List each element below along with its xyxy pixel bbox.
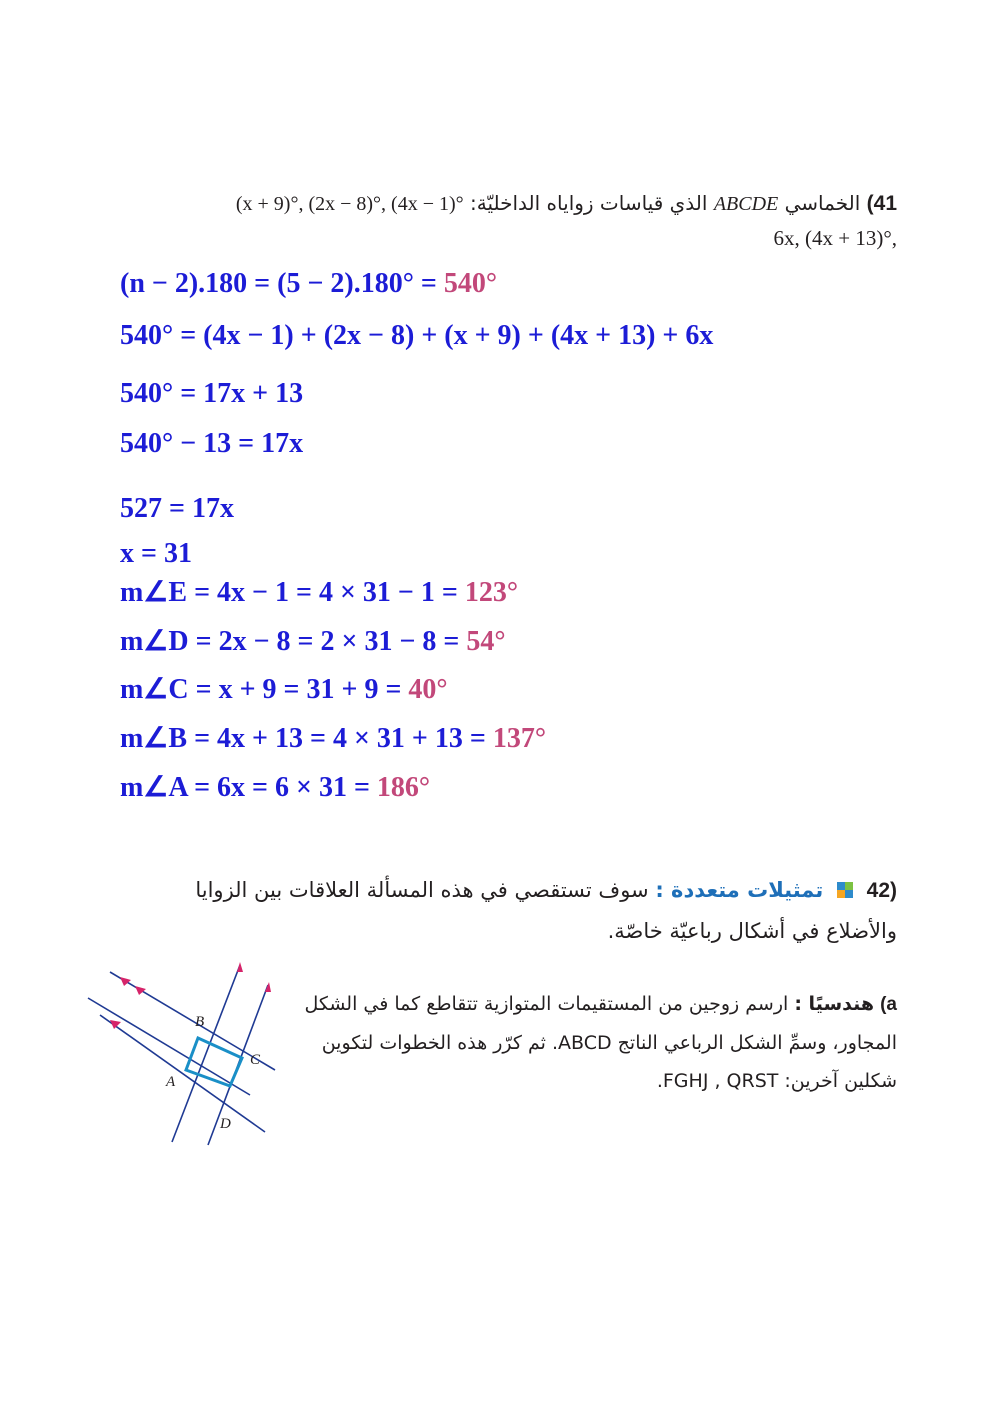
question-42-text: سوف تستقصي في هذه المسألة العلاقات بين الزوايا والأضلاع في أشكال رباعيّة خاصّة.	[195, 878, 897, 943]
vertex-label-c: C	[250, 1052, 261, 1068]
arrow-icon	[120, 977, 131, 986]
work-line: m∠B = 4x + 13 = 4 × 31 + 13 = 137°	[120, 723, 547, 754]
vertex-label-b: B	[195, 1014, 205, 1030]
work-line: (n − 2).180 = (5 − 2).180° = 540°	[120, 268, 498, 299]
work-line: 540° = (4x − 1) + (2x − 8) + (x + 9) + (4x + 13) + 6x	[120, 320, 714, 351]
work-answer: 123°	[464, 577, 519, 608]
vertex-label-a: A	[166, 1074, 176, 1090]
work-answer: 40°	[408, 674, 448, 705]
work-line: 527 = 17x	[120, 493, 234, 524]
work-line: 540° = 17x + 13	[120, 378, 304, 409]
work-answer: 540°	[443, 268, 498, 299]
question-42-label: تمثيلات متعددة :	[655, 878, 824, 902]
question-42	[130, 870, 897, 951]
part-a-text: ارسم زوجين من المستقيمات المتوازية تتقاطع كما في الشكل المجاور، وسمِّ الشكل الرباعي الناتج ABCD. ثم كرّر هذه الخطوات لتكوين شكلين آخرين: FGHJ , QRST.	[304, 993, 897, 1092]
arrow-icon	[237, 962, 243, 972]
question-41-text-a: الخماسي	[784, 191, 861, 215]
work-answer: 54°	[466, 626, 506, 657]
work-line: 540° − 13 = 17x	[120, 428, 304, 459]
question-41-line1	[90, 186, 897, 221]
arrow-icon	[265, 982, 271, 992]
arrow-icon	[135, 986, 146, 995]
multiple-representations-icon	[836, 881, 854, 899]
arrow-icon	[110, 1020, 121, 1029]
question-41-number: 41)	[866, 192, 897, 215]
question-42-number: (42	[866, 879, 897, 902]
question-41-shape-name: ABCDE	[713, 193, 779, 215]
work-line: m∠D = 2x − 8 = 2 × 31 − 8 = 54°	[120, 626, 506, 657]
question-41-angles-line2: 6x, (4x + 13)°,	[773, 226, 897, 250]
part-a-letter: a)	[880, 994, 897, 1015]
question-41-angles-line1: (x + 9)°, (2x − 8)°, (4x − 1)°	[235, 193, 464, 215]
work-answer: 137°	[492, 723, 547, 754]
work-answer: 186°	[376, 772, 431, 803]
work-line: m∠A = 6x = 6 × 31 = 186°	[120, 772, 431, 803]
part-a	[285, 985, 897, 1100]
work-line: x = 31	[120, 538, 192, 569]
part-a-heading: هندسيًا :	[794, 993, 875, 1015]
question-41-text-b: الذي قياسات زواياه الداخليّة:	[470, 191, 708, 215]
work-line: m∠E = 4x − 1 = 4 × 31 − 1 = 123°	[120, 577, 519, 608]
parallel-lines-figure	[80, 960, 280, 1150]
work-line: m∠C = x + 9 = 31 + 9 = 40°	[120, 674, 448, 705]
vertex-label-d: D	[220, 1116, 231, 1132]
question-41	[90, 186, 897, 255]
